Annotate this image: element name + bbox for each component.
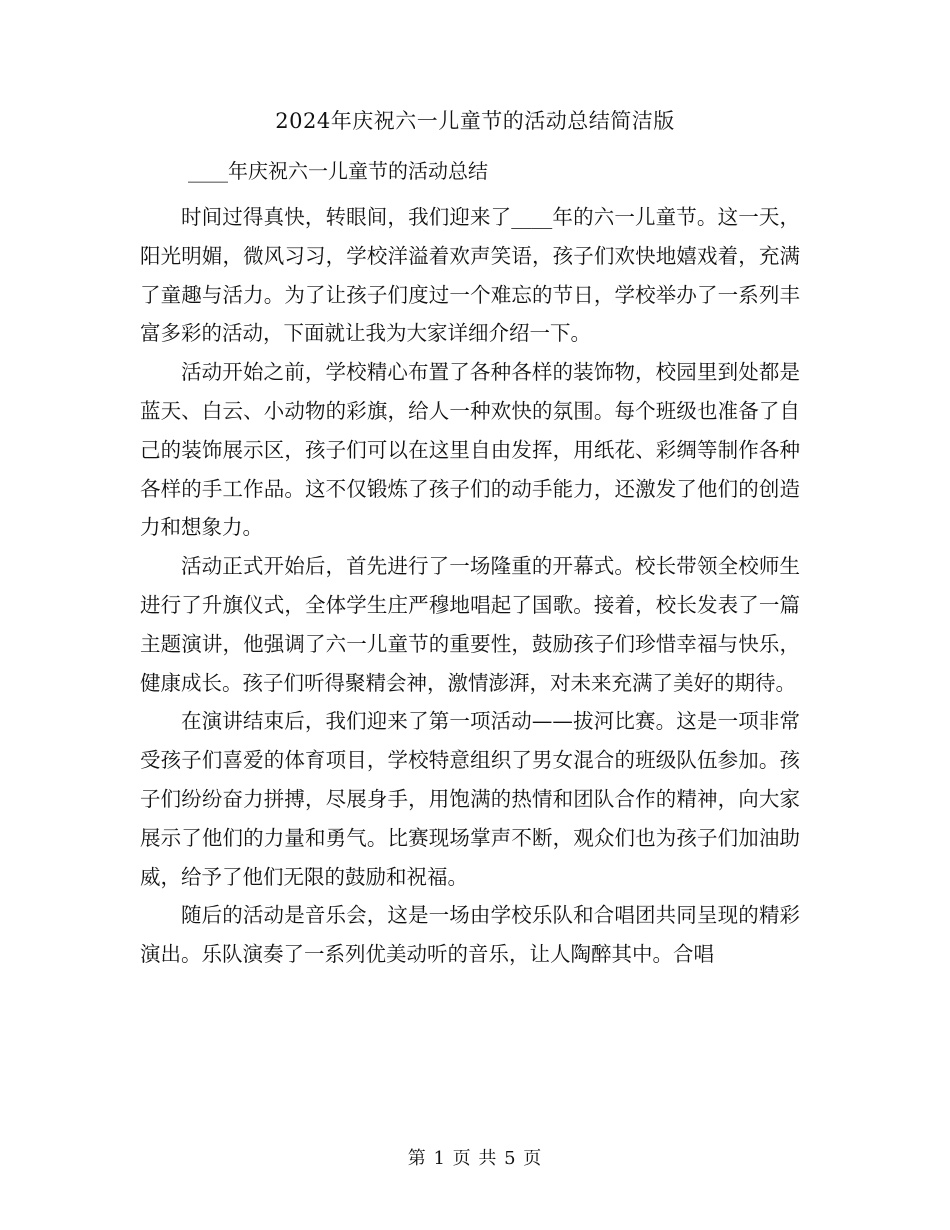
document-title: 2024年庆祝六一儿童节的活动总结简洁版 <box>275 109 675 133</box>
document-subtitle: ____年庆祝六一儿童节的活动总结 <box>188 159 488 183</box>
document-body <box>140 198 800 974</box>
paragraph: 活动开始之前，学校精心布置了各种各样的装饰物，校园里到处都是蓝天、白云、小动物的彩旗，给人一种欢快的氛围。每个班级也准备了自己的装饰展示区，孩子们可以在这里自由发挥，用纸花、彩绸等制作各种各样的手工作品。这不仅锻炼了孩子们的动手能力，还激发了他们的创造力和想象力。 <box>140 360 800 540</box>
page-footer: 第 1 页 共 5 页 <box>407 1148 543 1169</box>
paragraph: 时间过得真快，转眼间，我们迎来了____年的六一儿童节。这一天，阳光明媚，微风习习，学校洋溢着欢声笑语，孩子们欢快地嬉戏着，充满了童趣与活力。为了让孩子们度过一个难忘的节日，学校举办了一系列丰富多彩的活动，下面就让我为大家详细介绍一下。 <box>140 205 800 346</box>
paragraph: 在演讲结束后，我们迎来了第一项活动——拔河比赛。这是一项非常受孩子们喜爱的体育项目，学校特意组织了男女混合的班级队伍参加。孩子们纷纷奋力拼搏，尽展身手，用饱满的热情和团队合作的精神，向大家展示了他们的力量和勇气。比赛现场掌声不断，观众们也为孩子们加油助威，给予了他们无限的鼓励和祝福。 <box>140 709 800 889</box>
paragraph: 活动正式开始后，首先进行了一场隆重的开幕式。校长带领全校师生进行了升旗仪式，全体学生庄严穆地唱起了国歌。接着，校长发表了一篇主题演讲，他强调了六一儿童节的重要性，鼓励孩子们珍惜幸福与快乐，健康成长。孩子们听得聚精会神，激情澎湃，对未来充满了美好的期待。 <box>140 554 800 695</box>
paragraph: 随后的活动是音乐会，这是一场由学校乐队和合唱团共同呈现的精彩演出。乐队演奏了一系列优美动听的音乐，让人陶醉其中。合唱 <box>140 903 800 967</box>
